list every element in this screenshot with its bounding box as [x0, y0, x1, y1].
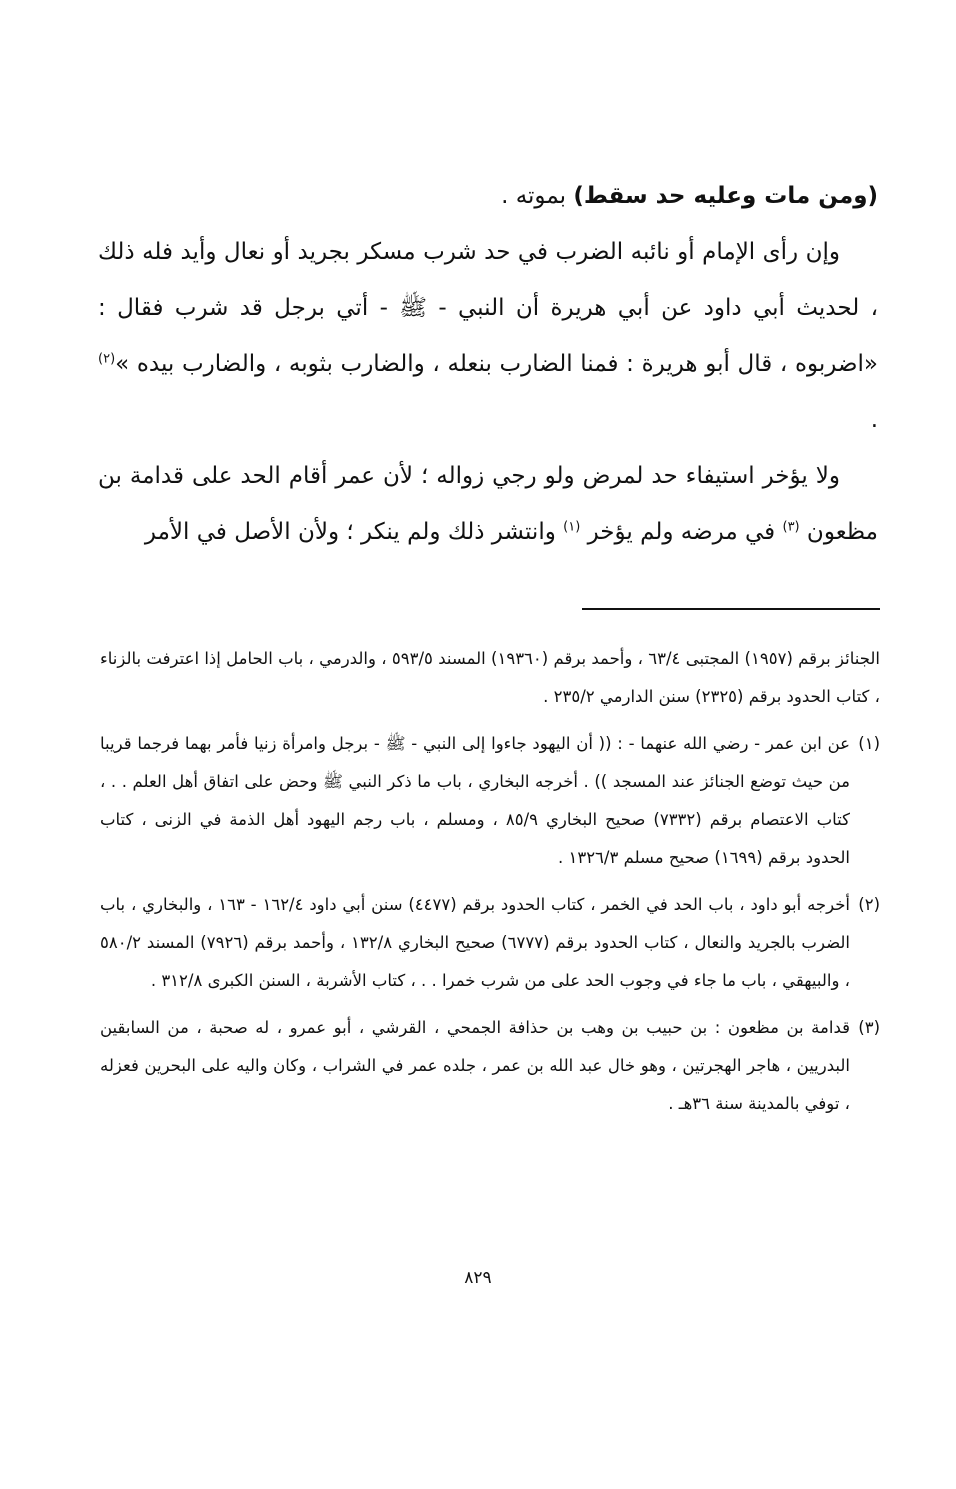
footnote-3-text: قدامة بن مظعون : بن حبيب بن وهب بن حذافة الجمحي ، القرشي ، أبو عمرو ، له صحبة ، من السابقين البدريين ، هاجر الهجرتين ، وهو خال عبد الله بن عمر ، جلده عمر في الشراب ، وكان واليه على البحرين فعزله ، توفي بالمدينة سنة ٣٦هـ . [100, 1018, 850, 1113]
footnote-continuation-text: الجنائز برقم (١٩٥٧) المجتبى ٦٣/٤ ، وأحمد برقم (١٩٣٦٠) المسند ٥٩٣/٥ ، والدرمي ، باب الحامل إذا اعترفت بالزناء ، كتاب الحدود برقم (٢٣٢٥) سنن الدارمي ٢٣٥/٢ . [100, 649, 881, 706]
paragraph-3-text-b: في مرضه ولم يؤخر [580, 519, 783, 545]
footnote-ref-3[interactable]: (٣) [782, 519, 800, 535]
footnote-1-number: (١) [858, 734, 880, 753]
paragraph-3 [98, 448, 878, 560]
paragraph-2 [98, 224, 878, 448]
paragraph-2-end: . [870, 407, 878, 433]
footnote-divider [582, 608, 880, 610]
footnotes [100, 640, 880, 1132]
main-text [98, 168, 878, 560]
footnote-1 [100, 725, 880, 877]
paragraph-1-rest: بموته . [501, 183, 574, 209]
footnote-3 [100, 1009, 880, 1123]
paragraph-3-text-c: وانتشر ذلك ولم ينكر ؛ ولأن الأصل في الأمر [144, 519, 564, 545]
footnote-2 [100, 886, 880, 1000]
page-number: ٨٢٩ [464, 1268, 492, 1288]
footnote-ref-2[interactable]: (٢) [98, 351, 116, 367]
paragraph-1 [98, 168, 878, 224]
footnote-1-text: عن ابن عمر - رضي الله عنهما - : (( أن اليهود جاءوا إلى النبي - ﷺ - برجل وامرأة زنيا فأمر بهما فرجما قريبا من حيث توضع الجنائز عند المسجد )) . أخرجه البخاري ، باب ما ذكر النبي ﷺ وحض على اتفاق أهل العلم . . ، كتاب الاعتصام برقم (٧٣٣٢) صحيح البخاري ٨٥/٩ ، ومسلم ، باب رجم اليهود أهل الذمة في الزنى ، كتاب الحدود برقم (١٦٩٩) صحيح مسلم ١٣٢٦/٣ . [100, 734, 850, 867]
footnote-3-number: (٣) [858, 1018, 880, 1037]
footnote-continuation [100, 640, 880, 716]
paragraph-3-text-a: ولا يؤخر استيفاء حد لمرض ولو رجي زواله ؛ لأن عمر أقام الحد على قدامة بن مظعون [98, 463, 878, 545]
matn-heading: (ومن مات وعليه حد سقط) [573, 183, 878, 209]
footnote-2-number: (٢) [858, 895, 880, 914]
footnote-2-text: أخرجه أبو داود ، باب الحد في الخمر ، كتاب الحدود برقم (٤٤٧٧) سنن أبي داود ١٦٢/٤ - ١٦٣ ، والبخاري ، باب الضرب بالجريد والنعال ، كتاب الحدود برقم (٦٧٧٧) صحيح البخاري ١٣٢/٨ ، وأحمد برقم (٧٩٢٦) المسند ٥٨٠/٢ ، والبيهقي ، باب ما جاء في وجوب الحد على من شرب خمرا . . ، كتاب الأشربة ، السنن الكبرى ٣١٢/٨ . [100, 895, 851, 990]
footnote-ref-1[interactable]: (١) [563, 519, 581, 535]
paragraph-2-text: وإن رأى الإمام أو نائبه الضرب في حد شرب مسكر بجريد أو نعال وأيد فله ذلك ، لحديث أبي داود عن أبي هريرة أن النبي - ﷺ - أتي برجل قد شرب فقال : «اضربوه ، قال أبو هريرة : فمنا الضارب بنعله ، والضارب بثوبه ، والضارب بيده » [98, 239, 878, 377]
